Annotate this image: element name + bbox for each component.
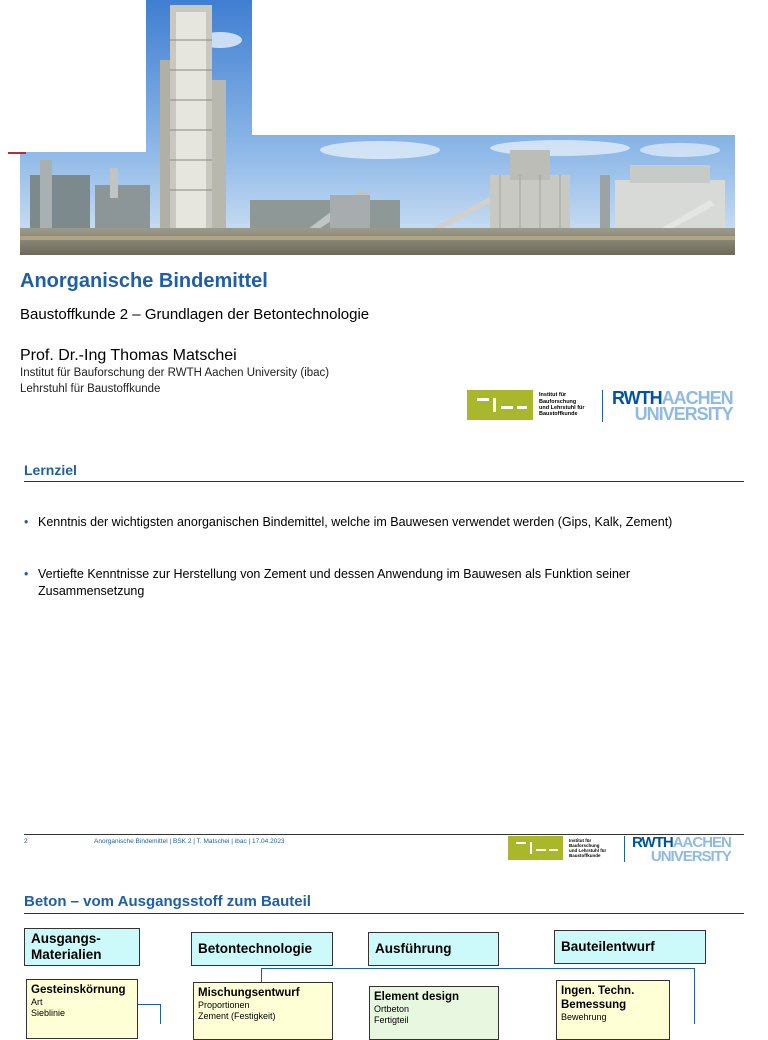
box-item: Sieblinie bbox=[31, 1008, 66, 1018]
university-wordmark: UNIVERSITY bbox=[634, 404, 733, 425]
box-item: Proportionen bbox=[198, 1000, 250, 1010]
rwth-logo-small bbox=[632, 836, 731, 863]
ibac-text-line2: Bauforschung bbox=[539, 398, 577, 405]
ibac-logo-small bbox=[508, 836, 606, 860]
header-betontechnologie: Betontechnologie bbox=[191, 932, 333, 966]
flow-connector bbox=[138, 1004, 160, 1005]
box-title: Mischungsentwurf bbox=[198, 987, 300, 999]
industrial-plant-banner-image bbox=[0, 0, 768, 260]
box-item: Zement (Festigkeit) bbox=[198, 1011, 276, 1021]
box-title: Gesteinskörnung bbox=[31, 984, 126, 996]
logo-separator bbox=[624, 836, 625, 862]
ibac-text-line4: Baustoffkunde bbox=[569, 853, 601, 859]
ibac-text-line4: Baustoffkunde bbox=[539, 411, 578, 418]
flow-connector bbox=[261, 968, 262, 982]
ibac-text-line3: und Lehrstuhl für bbox=[569, 848, 607, 853]
logo-separator bbox=[602, 390, 603, 422]
aachen-wordmark: AACHEN bbox=[672, 834, 731, 851]
box-mischungsentwurf bbox=[193, 982, 333, 1040]
page-number: 2 bbox=[24, 838, 28, 845]
box-ingenieurtechnische-bemessung bbox=[556, 980, 670, 1040]
ibac-mark-icon bbox=[508, 836, 563, 860]
bullet-item: • Vertiefte Kenntnisse zur Herstellung von Zement und dessen Anwendung im Bauwesen als Funktion seiner Zusammensetzung bbox=[24, 567, 631, 598]
bullet-dot-icon: • bbox=[24, 567, 29, 581]
rwth-logo bbox=[612, 388, 733, 425]
section-divider bbox=[24, 913, 744, 914]
header-ausgangsmaterialien: Ausgangs- Materialien bbox=[24, 928, 140, 966]
ibac-mark-icon bbox=[467, 390, 533, 420]
ibac-text-line2: Bauforschung bbox=[569, 842, 600, 848]
rwth-wordmark: RWTH bbox=[632, 834, 673, 851]
university-wordmark: UNIVERSITY bbox=[650, 847, 731, 865]
box-title: Element design bbox=[374, 991, 459, 1003]
flow-connector bbox=[694, 968, 695, 1024]
bullet-item: • Kenntnis der wichtigsten anorganischen Bindemittel, welche im Bauwesen verwendet werden (Gips, Kalk, Zement) bbox=[24, 515, 673, 529]
box-title: Ingen. Techn. Bemessung bbox=[561, 985, 635, 1011]
box-gesteinskoernung bbox=[26, 979, 138, 1039]
presentation-subtitle: Baustoffkunde 2 – Grundlagen der Betontechnologie bbox=[20, 306, 370, 323]
ibac-text-line1: Institut für bbox=[569, 837, 592, 843]
ibac-text-line3: und Lehrstuhl für bbox=[539, 405, 585, 411]
slide2-title: Beton – vom Ausgangsstoff zum Bauteil bbox=[24, 893, 311, 910]
rwth-wordmark: RWTH bbox=[612, 388, 662, 408]
header-bauteilentwurf: Bauteilentwurf bbox=[554, 930, 706, 964]
header-ausfuehrung: Ausführung bbox=[368, 932, 499, 966]
section-heading-lernziel: Lernziel bbox=[24, 462, 77, 478]
box-item: Ortbeton bbox=[374, 1004, 410, 1014]
bullet-dot-icon: • bbox=[24, 515, 29, 529]
flow-connector bbox=[160, 1004, 161, 1024]
aachen-wordmark: AACHEN bbox=[661, 388, 733, 408]
box-item: Art bbox=[31, 997, 43, 1007]
chair-name: Lehrstuhl für Baustoffkunde bbox=[20, 383, 161, 395]
ibac-text-line1: Institut für bbox=[539, 392, 567, 399]
box-item: Fertigteil bbox=[374, 1015, 409, 1025]
footer-info: Anorganische Bindemittel | BSK 2 | T. Matschei | ibac | 17.04.2023 bbox=[94, 838, 285, 845]
institute-name: Institut für Bauforschung der RWTH Aachen University (ibac) bbox=[20, 367, 330, 379]
box-element-design bbox=[369, 986, 499, 1040]
ibac-logo bbox=[467, 390, 585, 420]
box-item: Bewehrung bbox=[561, 1012, 607, 1022]
flow-connector bbox=[261, 968, 695, 969]
presentation-title: Anorganische Bindemittel bbox=[20, 270, 268, 292]
section-divider bbox=[24, 481, 744, 482]
author-name: Prof. Dr.-Ing Thomas Matschei bbox=[20, 347, 237, 364]
